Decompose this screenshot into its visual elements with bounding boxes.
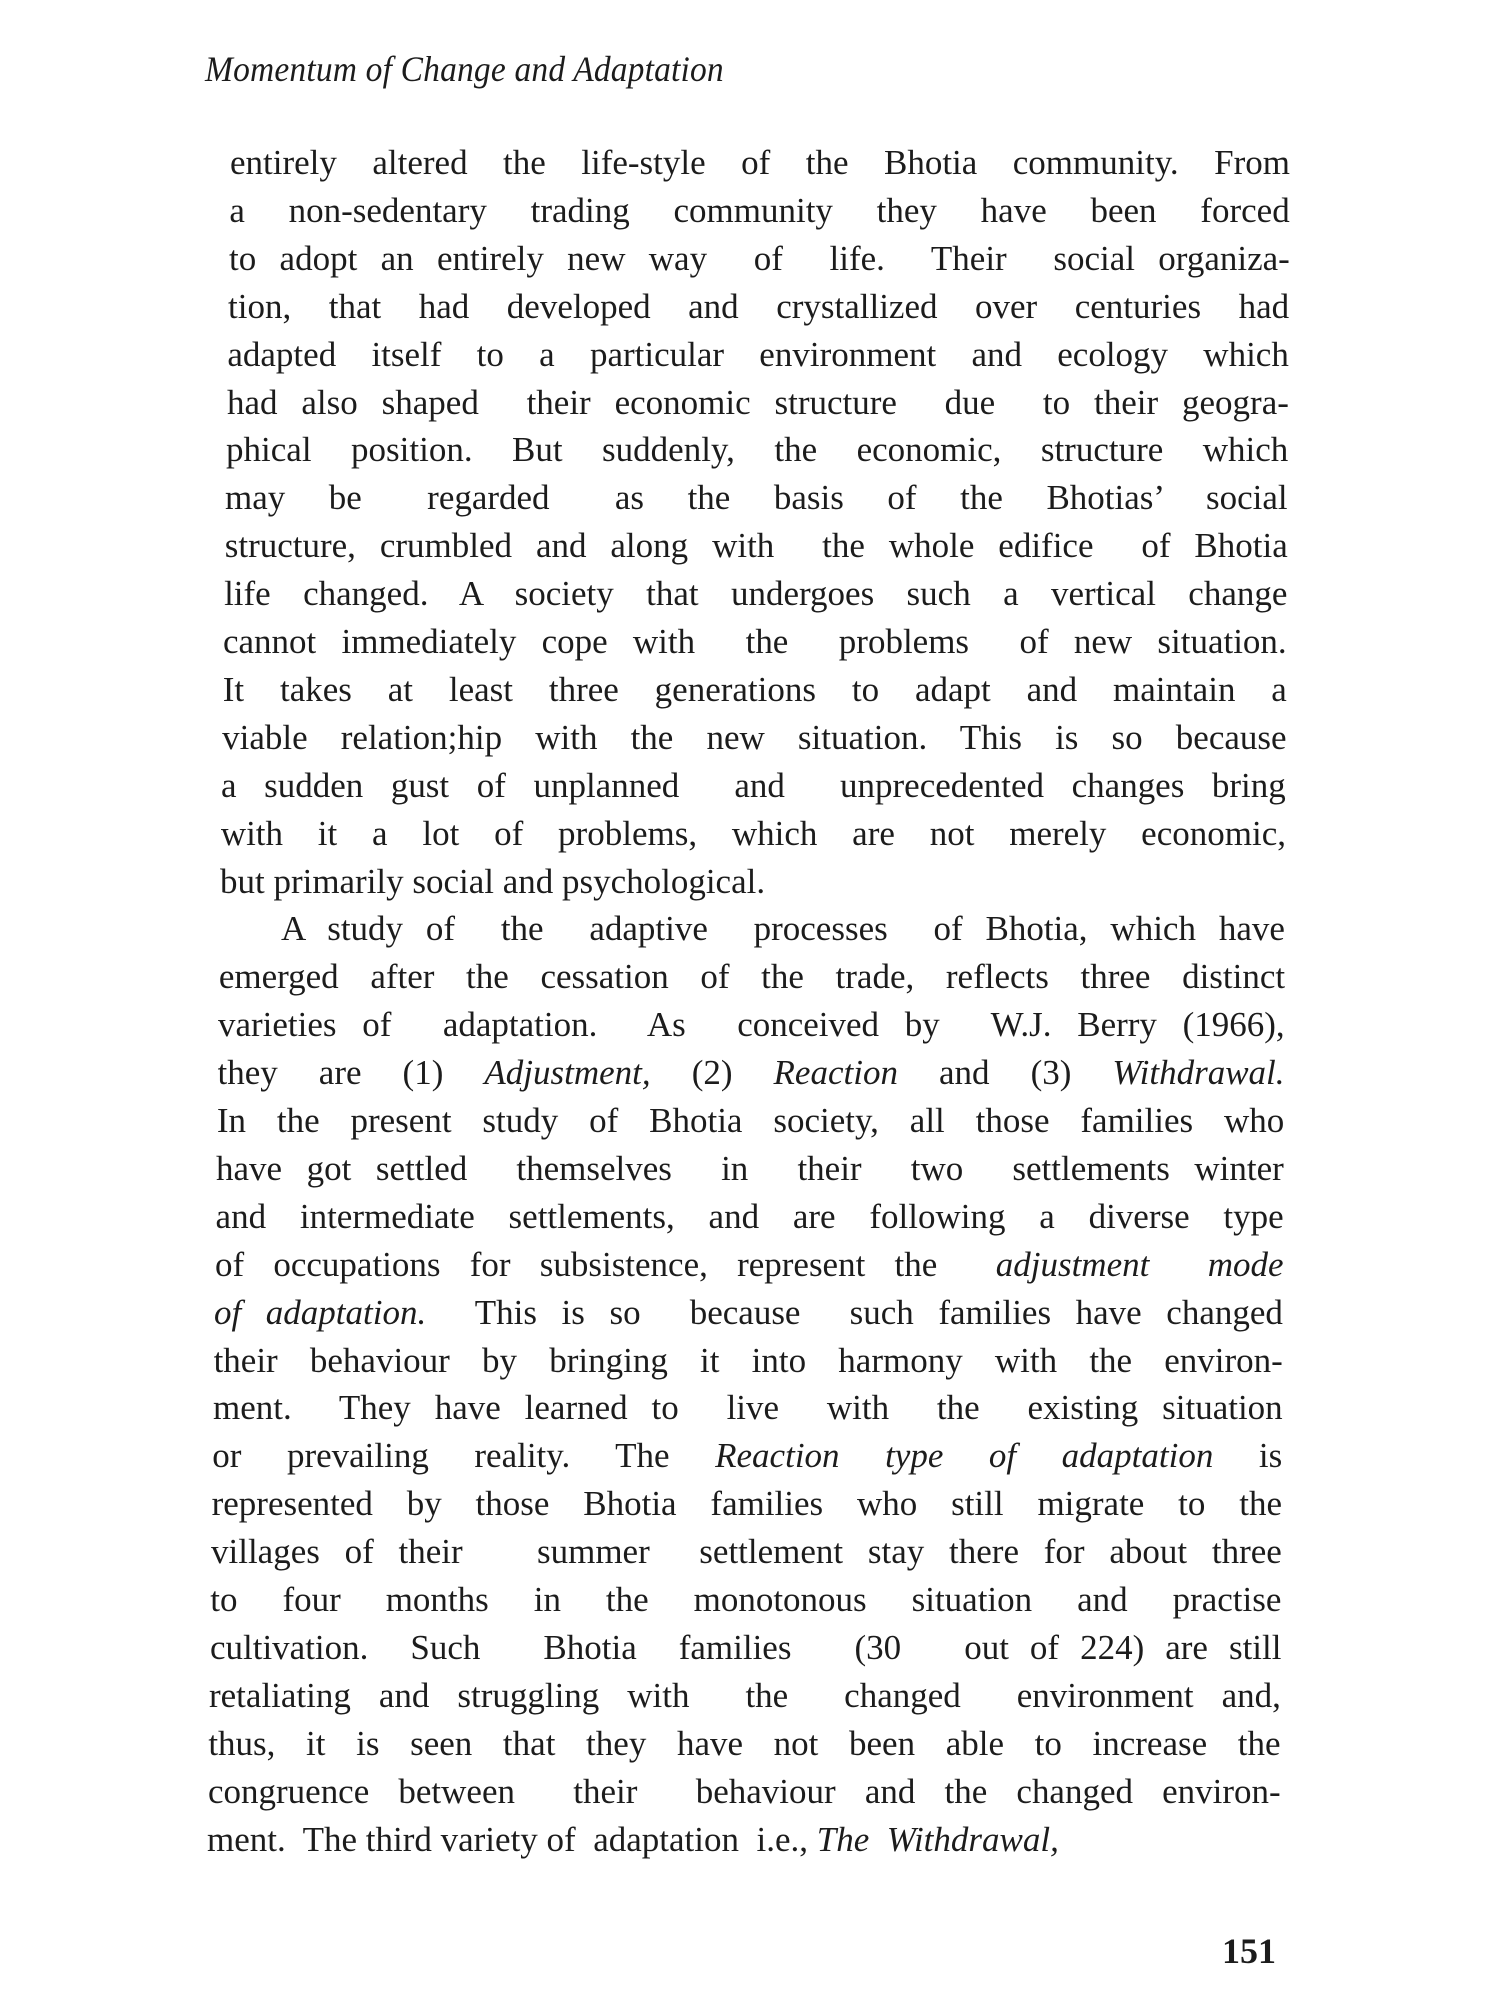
text-span: In the present study of Bhotia society, all those families who	[216, 1101, 1285, 1140]
text-line	[216, 1146, 1284, 1192]
text-line	[212, 1433, 1282, 1479]
italic-term: adjustment mode	[995, 1244, 1284, 1284]
text-span: varieties of adaptation. As conceived by W.J. Berry (1966),	[218, 1005, 1285, 1045]
text-line	[211, 1529, 1282, 1575]
italic-term: of adaptation.	[214, 1292, 427, 1332]
text-span: have got settled themselves in their two settlements winter	[216, 1148, 1284, 1188]
text-line	[227, 332, 1288, 378]
text-line	[208, 1721, 1280, 1767]
page-number: 151	[1222, 1931, 1276, 1971]
text-line	[227, 380, 1289, 426]
text-line	[207, 1817, 1280, 1863]
text-line	[210, 1625, 1281, 1671]
text-line	[214, 1290, 1283, 1336]
text-span: may be regarded as the basis of the Bhotias’ social	[225, 478, 1288, 518]
text-span: phical position. But suddenly, the economic, structure which	[226, 430, 1289, 470]
text-span: villages of their summer settlement stay there for about three	[210, 1532, 1282, 1572]
text-line	[219, 954, 1285, 1000]
text-span: a non-sedentary trading community they have been forced	[229, 190, 1290, 230]
text-span: is	[1213, 1436, 1283, 1476]
text-line	[209, 1673, 1281, 1719]
text-line	[217, 1098, 1284, 1144]
text-line	[230, 140, 1290, 186]
text-span: cultivation. Such Bhotia families (30 out of 224) are still	[209, 1627, 1282, 1667]
text-line	[229, 188, 1289, 234]
text-line	[225, 523, 1288, 569]
text-span: had also shaped their economic structure due to their geogra-	[226, 382, 1289, 422]
text-span: cannot immediately cope with the problems of new situation.	[223, 622, 1288, 661]
text-line	[229, 236, 1290, 282]
text-line	[215, 1242, 1284, 1288]
text-span: or prevailing reality. The	[212, 1436, 716, 1476]
text-line	[218, 1002, 1285, 1048]
text-line	[224, 571, 1287, 617]
italic-term: Withdrawal.	[1112, 1053, 1285, 1093]
italic-term: Reaction	[773, 1053, 898, 1093]
text-span: congruence between their behaviour and the changed environ-	[207, 1771, 1281, 1811]
text-span: of occupations for subsistence, represent the	[214, 1244, 996, 1284]
text-span: adapted itself to a particular environment and ecology which	[227, 334, 1289, 374]
text-line	[212, 1481, 1282, 1527]
text-line	[223, 667, 1287, 713]
text-span: and (3)	[897, 1053, 1113, 1093]
text-span: ment. The third variety of adaptation i.e.,	[207, 1819, 817, 1859]
text-span: (2)	[650, 1053, 774, 1093]
text-span: emerged after the cessation of the trade, reflects three distinct	[218, 957, 1286, 997]
text-span: thus, it is seen that they have not been able to increase the	[208, 1723, 1281, 1763]
text-line	[208, 1769, 1281, 1815]
text-span: ment. They have learned to live with the existing situation	[212, 1388, 1283, 1428]
text-span: to adopt an entirely new way of life. Their social organiza-	[228, 238, 1290, 278]
text-line	[210, 1577, 1281, 1623]
text-line	[221, 811, 1286, 857]
italic-term: The Withdrawal,	[816, 1819, 1059, 1859]
text-span: structure, crumbled and along with the whole edifice of Bhotia	[224, 526, 1288, 566]
text-span: their behaviour by bringing it into harmony with the environ-	[213, 1340, 1283, 1380]
text-span: but primarily social and psychological.	[220, 861, 766, 901]
text-line	[223, 619, 1287, 665]
text-span: a sudden gust of unplanned and unprecedented changes bring	[221, 765, 1287, 805]
text-span: entirely altered the life-style of the Bhotia community. From	[230, 143, 1290, 182]
italic-term: Reaction type of adaptation	[715, 1436, 1214, 1476]
text-span: retaliating and struggling with the changed environment and,	[208, 1675, 1281, 1715]
text-span: life changed. A society that undergoes such a vertical change	[224, 574, 1288, 614]
text-line	[281, 906, 1285, 952]
text-line	[218, 1050, 1285, 1096]
text-span: with it a lot of problems, which are not merely economic,	[220, 813, 1286, 853]
text-line	[216, 1194, 1284, 1240]
text-span: A study of the adaptive processes of Bhotia, which have	[281, 909, 1286, 949]
text-span: This is so because such families have changed	[426, 1292, 1284, 1332]
text-span: viable relation;hip with the new situation. This is so because	[222, 717, 1287, 757]
running-head: Momentum of Change and Adaptation	[205, 49, 724, 89]
text-line	[220, 859, 1286, 905]
text-span: to four months in the monotonous situation and practise	[210, 1580, 1282, 1619]
text-span: represented by those Bhotia families who still migrate to the	[211, 1484, 1282, 1524]
text-line	[214, 1338, 1283, 1384]
text-line	[228, 284, 1289, 330]
text-line	[225, 475, 1288, 521]
text-line	[226, 427, 1288, 473]
text-line	[213, 1385, 1283, 1431]
text-span: and intermediate settlements, and are following a diverse type	[215, 1196, 1284, 1236]
text-span: It takes at least three generations to adapt and maintain a	[222, 669, 1287, 709]
text-line	[222, 715, 1286, 761]
text-line	[221, 763, 1286, 809]
text-span: they are (1)	[217, 1053, 485, 1093]
text-span: tion, that had developed and crystallized over centuries had	[228, 286, 1290, 326]
italic-term: Adjustment,	[484, 1053, 651, 1093]
